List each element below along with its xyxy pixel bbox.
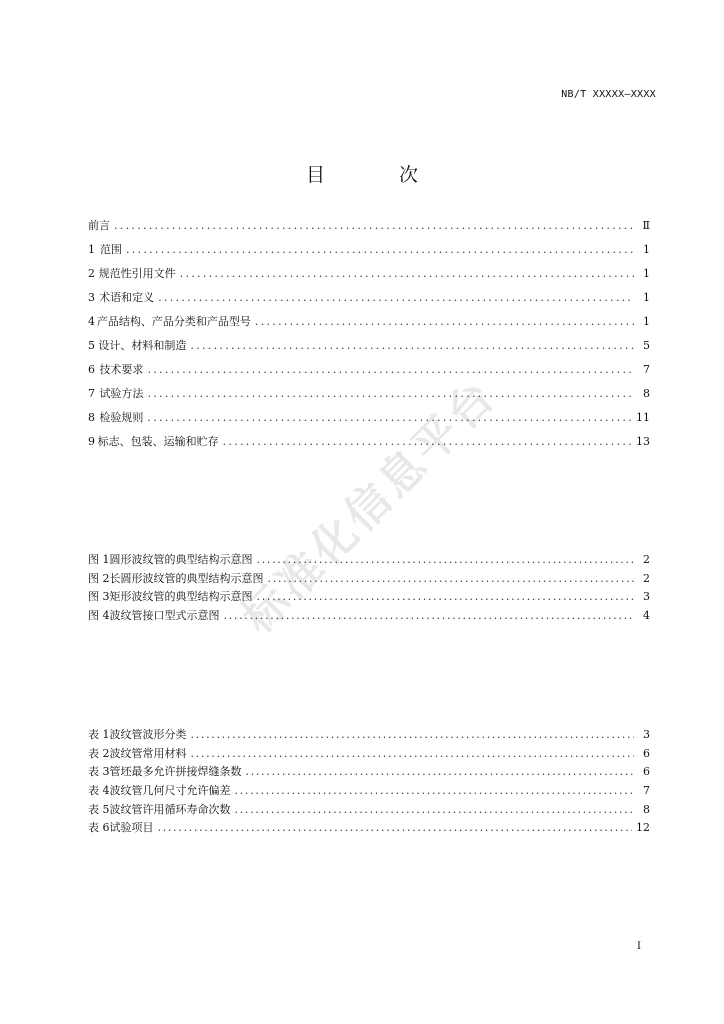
toc-entry-table-4[interactable] xyxy=(88,782,650,801)
toc-entry-prefix: 表 5 xyxy=(88,802,110,816)
toc-entry-page: 5 xyxy=(643,339,650,352)
toc-entry-page: Ⅱ xyxy=(642,219,650,232)
toc-entry-prefix: 表 3 xyxy=(88,765,110,779)
toc-entry-chapter-3[interactable] xyxy=(88,286,650,310)
toc-entry-number: 3 xyxy=(88,291,95,304)
toc-entry-number: 5 xyxy=(88,339,95,352)
toc-leader-dots xyxy=(147,358,634,382)
toc-entry-label: 波纹管常用材料 xyxy=(109,746,187,760)
toc-entry-page: 4 xyxy=(643,609,650,623)
toc-entry-page: 11 xyxy=(636,411,650,424)
toc-entry-page: 6 xyxy=(643,765,650,779)
toc-leader-dots xyxy=(147,406,632,430)
toc-entry-label: 产品结构、产品分类和产品型号 xyxy=(96,315,251,328)
toc-entry-label: 波纹管接口型式示意图 xyxy=(109,609,220,623)
toc-leader-dots xyxy=(191,745,635,764)
toc-entry-chapter-7[interactable] xyxy=(88,382,650,406)
toc-entry-chapter-9[interactable] xyxy=(88,430,650,454)
toc-entry-table-2[interactable] xyxy=(88,745,650,764)
watermark-text: 标准化信息平台 xyxy=(233,369,507,644)
document-code: NB/T XXXXX—XXXX xyxy=(561,89,656,100)
page-title: 目 次 xyxy=(305,164,453,186)
toc-entry-page: 3 xyxy=(643,590,650,604)
toc-entry-foreword[interactable] xyxy=(88,214,650,238)
toc-entry-label: 术语和定义 xyxy=(99,291,155,304)
toc-leader-dots xyxy=(257,551,635,570)
toc-leader-dots xyxy=(257,588,635,607)
toc-entry-chapter-2[interactable] xyxy=(88,262,650,286)
toc-leader-dots xyxy=(180,262,634,286)
toc-leader-dots xyxy=(147,382,634,406)
toc-entry-table-6[interactable] xyxy=(88,819,650,838)
toc-leader-dots xyxy=(235,782,635,801)
toc-entry-label: 试验方法 xyxy=(99,387,144,400)
toc-entry-label: 前言 xyxy=(88,219,110,232)
toc-leader-dots xyxy=(126,238,634,262)
toc-entry-number: 8 xyxy=(88,411,95,424)
toc-entry-number: 2 xyxy=(88,267,95,280)
toc-leader-dots xyxy=(255,310,634,334)
toc-entry-page: 7 xyxy=(643,363,650,376)
toc-leader-dots xyxy=(223,430,632,454)
toc-entry-label: 范围 xyxy=(99,243,122,256)
toc-entry-page: 1 xyxy=(643,291,650,304)
toc-entry-prefix: 表 1 xyxy=(88,728,110,741)
toc-entry-prefix: 图 4 xyxy=(88,609,110,623)
toc-leader-dots xyxy=(158,286,634,310)
toc-entry-page: 8 xyxy=(643,387,650,400)
toc-entry-label: 检验规则 xyxy=(99,411,144,424)
toc-leader-dots xyxy=(235,801,635,820)
toc-entry-label: 波纹管许用循环寿命次数 xyxy=(109,802,231,816)
toc-entry-number: 1 xyxy=(88,243,95,256)
toc-entry-page: 1 xyxy=(643,315,650,328)
toc-entry-label: 设计、材料和制造 xyxy=(98,339,187,352)
toc-entry-prefix: 图 2 xyxy=(88,571,110,585)
toc-entry-figure-2[interactable] xyxy=(88,570,650,589)
toc-entry-label: 波纹管波形分类 xyxy=(109,728,187,741)
toc-entry-label: 波纹管几何尺寸允许偏差 xyxy=(109,784,231,798)
toc-entry-prefix: 表 2 xyxy=(88,746,110,760)
toc-entry-page: 1 xyxy=(643,267,650,280)
toc-entry-chapter-8[interactable] xyxy=(88,406,650,430)
toc-entry-label: 管坯最多允许拼接焊缝条数 xyxy=(109,765,242,779)
toc-entry-label: 长圆形波纹管的典型结构示意图 xyxy=(109,571,264,585)
toc-entry-page: 12 xyxy=(636,821,650,835)
toc-entry-page: 2 xyxy=(643,553,650,566)
toc-entry-page: 1 xyxy=(643,243,650,256)
toc-entry-prefix: 图 1 xyxy=(88,553,110,566)
toc-leader-dots xyxy=(158,819,633,838)
toc-entry-prefix: 表 6 xyxy=(88,821,110,835)
toc-entry-chapter-4[interactable] xyxy=(88,310,650,334)
toc-entry-page: 6 xyxy=(643,746,650,760)
toc-entry-page: 8 xyxy=(643,802,650,816)
toc-entry-chapter-1[interactable] xyxy=(88,238,650,262)
toc-leader-dots xyxy=(268,570,635,589)
toc-entry-label: 矩形波纹管的典型结构示意图 xyxy=(109,590,253,604)
toc-entry-table-3[interactable] xyxy=(88,763,650,782)
toc-entry-table-5[interactable] xyxy=(88,801,650,820)
toc-entry-chapter-5[interactable] xyxy=(88,334,650,358)
toc-tables xyxy=(88,726,650,838)
toc-entry-number: 6 xyxy=(88,363,95,376)
toc-entry-label: 试验项目 xyxy=(109,821,154,835)
toc-entry-chapter-6[interactable] xyxy=(88,358,650,382)
toc-entry-table-1[interactable] xyxy=(88,726,650,745)
toc-entry-figure-4[interactable] xyxy=(88,607,650,626)
toc-leader-dots xyxy=(114,214,634,238)
toc-entry-page: 3 xyxy=(643,728,650,741)
toc-entry-page: 13 xyxy=(636,435,650,448)
toc-entry-number: 9 xyxy=(88,435,95,448)
toc-entry-label: 技术要求 xyxy=(99,363,144,376)
toc-entry-label: 规范性引用文件 xyxy=(98,267,176,280)
toc-entry-figure-1[interactable] xyxy=(88,551,650,570)
toc-figures xyxy=(88,551,650,626)
toc-leader-dots xyxy=(191,726,635,745)
toc-leader-dots xyxy=(246,763,635,782)
toc-entry-label: 标志、包装、运输和贮存 xyxy=(97,435,219,448)
toc-entry-number: 7 xyxy=(88,387,95,400)
toc-entry-label: 圆形波纹管的典型结构示意图 xyxy=(109,553,253,566)
page-number: I xyxy=(637,941,641,952)
toc-entry-number: 4 xyxy=(88,315,95,328)
toc-entry-figure-3[interactable] xyxy=(88,588,650,607)
toc-leader-dots xyxy=(224,607,635,626)
toc-entry-prefix: 表 4 xyxy=(88,784,110,798)
toc-leader-dots xyxy=(190,334,634,358)
toc-chapters xyxy=(88,214,650,454)
toc-entry-page: 7 xyxy=(643,784,650,798)
toc-entry-page: 2 xyxy=(643,571,650,585)
toc-entry-prefix: 图 3 xyxy=(88,590,110,604)
